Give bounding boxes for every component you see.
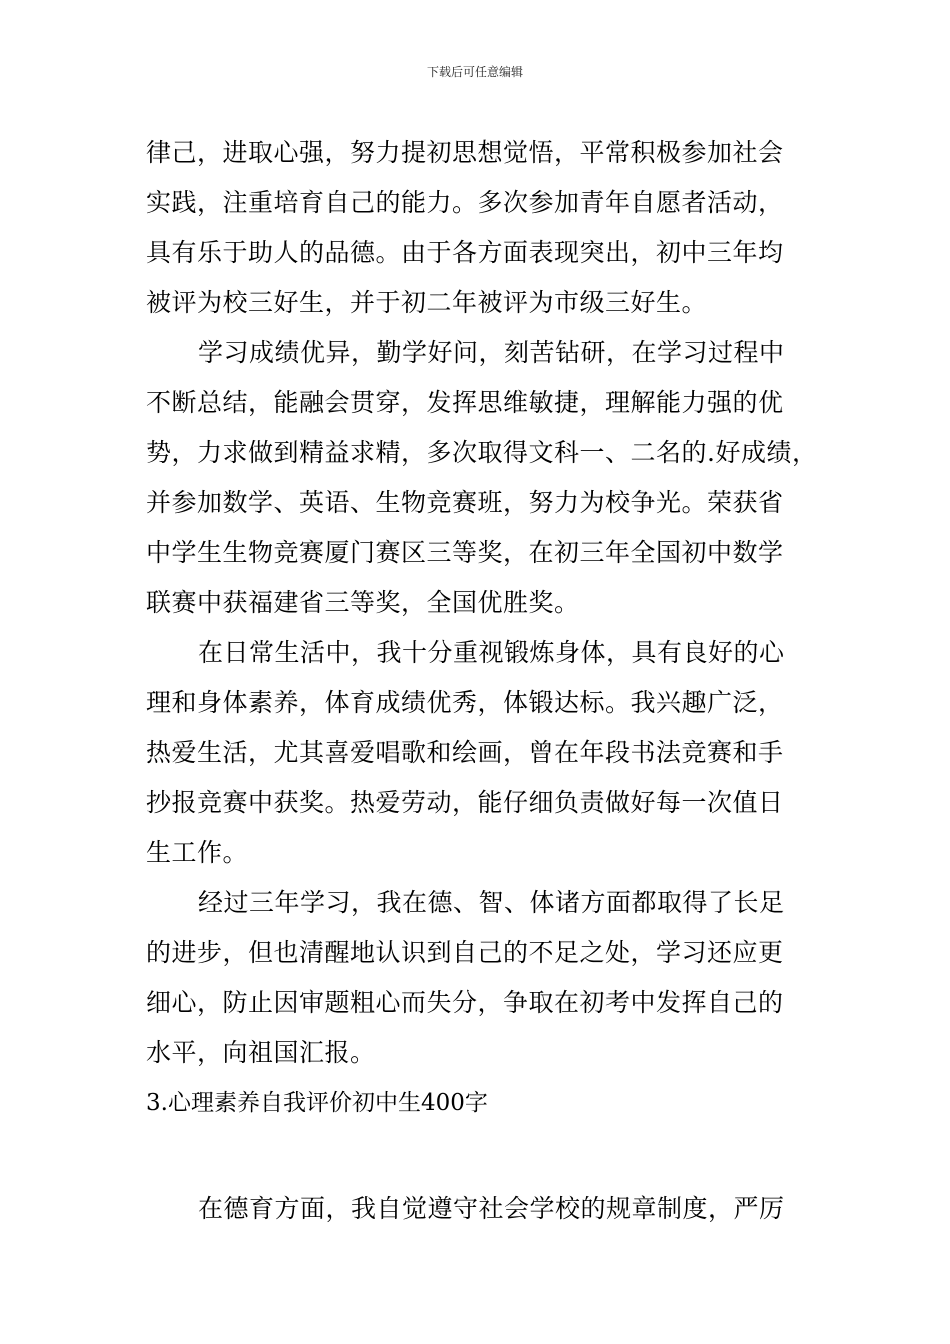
paragraph-3 — [146, 628, 826, 878]
text-line: 律己，进取心强，努力提初思想觉悟，平常积极参加社会 — [146, 138, 784, 167]
section-heading: 3.心理素养自我评价初中生400字 — [146, 1090, 488, 1116]
text-line: 具有乐于助人的品德。由于各方面表现突出，初中三年均 — [146, 238, 784, 267]
blank-gap — [146, 1128, 826, 1184]
paragraph-5 — [146, 1184, 826, 1234]
text-line: 被评为校三好生，并于初二年被评为市级三好生。 — [146, 288, 708, 317]
text-line: 细心，防止因审题粗心而失分，争取在初考中发挥自己的 — [146, 988, 784, 1017]
paragraph-1 — [146, 128, 826, 328]
text-line: 热爱生活，尤其喜爱唱歌和绘画，曾在年段书法竞赛和手 — [146, 738, 784, 767]
text-line: 的进步，但也清醒地认识到自己的不足之处，学习还应更 — [146, 938, 784, 967]
page-header-note: 下载后可任意编辑 — [426, 65, 523, 79]
text-line: 生工作。 — [146, 838, 249, 867]
text-line: 水平，向祖国汇报。 — [146, 1038, 376, 1067]
text-line: 不断总结，能融会贯穿，发挥思维敏捷，理解能力强的优 — [146, 388, 784, 417]
text-line: 理和身体素养，体育成绩优秀，体锻达标。我兴趣广泛， — [146, 688, 784, 717]
text-line: 学习成绩优异，勤学好问，刻苦钻研，在学习过程中 — [198, 338, 785, 367]
paragraph-2 — [146, 328, 826, 628]
text-line: 经过三年学习，我在德、智、体诸方面都取得了长足 — [198, 888, 785, 917]
document-body — [146, 128, 826, 1234]
text-line: 并参加数学、英语、生物竞赛班，努力为校争光。荣获省 — [146, 488, 784, 517]
paragraph-4 — [146, 878, 826, 1078]
text-line: 在日常生活中，我十分重视锻炼身体，具有良好的心 — [198, 638, 785, 667]
text-line: 实践，注重培育自己的能力。多次参加青年自愿者活动， — [146, 188, 784, 217]
text-line: 联赛中获福建省三等奖，全国优胜奖。 — [146, 588, 580, 617]
text-line: 中学生生物竞赛厦门赛区三等奖，在初三年全国初中数学 — [146, 538, 784, 567]
text-line: 在德育方面，我自觉遵守社会学校的规章制度，严厉 — [198, 1194, 785, 1223]
text-line: 抄报竞赛中获奖。热爱劳动，能仔细负责做好每一次值日 — [146, 788, 784, 817]
text-line: 势，力求做到精益求精，多次取得文科一、二名的.好成绩， — [146, 438, 818, 467]
